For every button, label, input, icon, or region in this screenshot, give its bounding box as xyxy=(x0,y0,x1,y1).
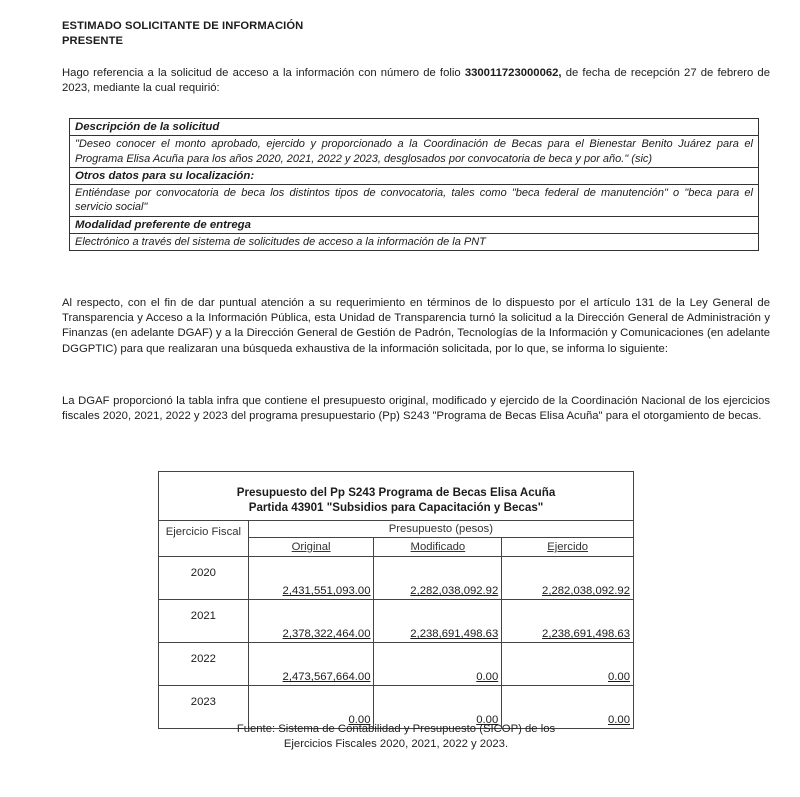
table-source-note xyxy=(158,722,634,752)
source-line1: Fuente: Sistema de Contabilidad y Presupuesto (SICOP) de los xyxy=(236,723,556,735)
year-cell: 2023 xyxy=(159,686,249,729)
intro-text-after: de fecha de recepción 27 de febrero de 2023, mediante la cual requirió: xyxy=(62,67,770,95)
exercised-cell: 2,238,691,498.63 xyxy=(502,600,634,643)
modified-cell: 0.00 xyxy=(374,686,502,729)
exercised-cell: 0.00 xyxy=(502,686,634,729)
modified-cell: 0.00 xyxy=(374,643,502,686)
budget-table xyxy=(158,471,634,729)
dgaf-paragraph: La DGAF proporcionó la tabla infra que contiene el presupuesto original, modificado y ejercido de la Coordinación Nacional de los ejercicios fiscales 2020, 2021, 2022 y 2023 del programa presupuestario (Pp) S243 "Programa de Becas Elisa Acuña" para el otorgamiento de becas. xyxy=(62,395,770,423)
request-table xyxy=(69,118,759,251)
delivery-mode-text: Electrónico a través del sistema de solicitudes de acceso a la información de la PNT xyxy=(70,234,759,251)
budget-pesos-header: Presupuesto (pesos) xyxy=(248,521,633,538)
presente-line: PRESENTE xyxy=(62,35,124,47)
exercised-cell: 0.00 xyxy=(502,643,634,686)
budget-table-title xyxy=(159,472,634,521)
description-heading: Descripción de la solicitud xyxy=(70,119,759,136)
table-row xyxy=(159,643,634,686)
intro-text-before: Hago referencia a la solicitud de acceso a la información con número de folio xyxy=(62,67,465,79)
response-paragraph: Al respecto, con el fin de dar puntual atención a su requerimiento en términos de lo dispuesto por el artículo 131 de la Ley General de Transparencia y Acceso a la Información Pública, esta Unidad de Transparencia turnó la solicitud a la Dirección General de Administración y Finanzas (en adelante DGAF) y a la Dirección General de Gestión de Padrón, Tecnologías de la Información y Comunicaciones (en adelante DGGPTIC) para que realizaran una búsqueda exhaustiva de la información solicitada, por lo que, se informa lo siguiente: xyxy=(62,297,770,355)
year-cell: 2021 xyxy=(159,600,249,643)
modified-cell: 2,282,038,092.92 xyxy=(374,557,502,600)
fiscal-year-header: Ejercicio Fiscal xyxy=(159,521,249,557)
table-row xyxy=(159,600,634,643)
delivery-mode-heading: Modalidad preferente de entrega xyxy=(70,216,759,233)
addressee-header xyxy=(62,19,303,49)
original-header: Original xyxy=(248,538,374,557)
year-cell: 2022 xyxy=(159,643,249,686)
budget-title-line1: Presupuesto del Pp S243 Programa de Becas Elisa Acuña xyxy=(236,486,556,499)
table-row xyxy=(159,557,634,600)
budget-title-line2: Partida 43901 "Subsidios para Capacitación y Becas" xyxy=(248,501,544,514)
description-text: "Deseo conocer el monto aprobado, ejercido y proporcionado a la Coordinación de Becas para el Bienestar Benito Juárez para el Programa Elisa Acuña para los años 2020, 2021, 2022 y 2023, desglosados por convocatoria de beca y por año." (sic) xyxy=(70,136,759,168)
exercised-cell: 2,282,038,092.92 xyxy=(502,557,634,600)
folio-number: 330011723000062, xyxy=(464,67,562,79)
original-cell: 2,431,551,093.00 xyxy=(248,557,374,600)
other-data-heading: Otros datos para su localización: xyxy=(70,167,759,184)
addressee-line: ESTIMADO SOLICITANTE DE INFORMACIÓN xyxy=(62,20,304,32)
original-cell: 2,378,322,464.00 xyxy=(248,600,374,643)
exercised-header: Ejercido xyxy=(502,538,634,557)
modified-header: Modificado xyxy=(374,538,502,557)
source-line2: Ejercicios Fiscales 2020, 2021, 2022 y 2023. xyxy=(283,738,509,750)
other-data-text: Entiéndase por convocatoria de beca los distintos tipos de convocatoria, tales como "beca federal de manutención" o "beca para el servicio social" xyxy=(70,185,759,217)
original-cell: 2,473,567,664.00 xyxy=(248,643,374,686)
original-cell: 0.00 xyxy=(248,686,374,729)
intro-paragraph xyxy=(62,66,770,96)
modified-cell: 2,238,691,498.63 xyxy=(374,600,502,643)
year-cell: 2020 xyxy=(159,557,249,600)
